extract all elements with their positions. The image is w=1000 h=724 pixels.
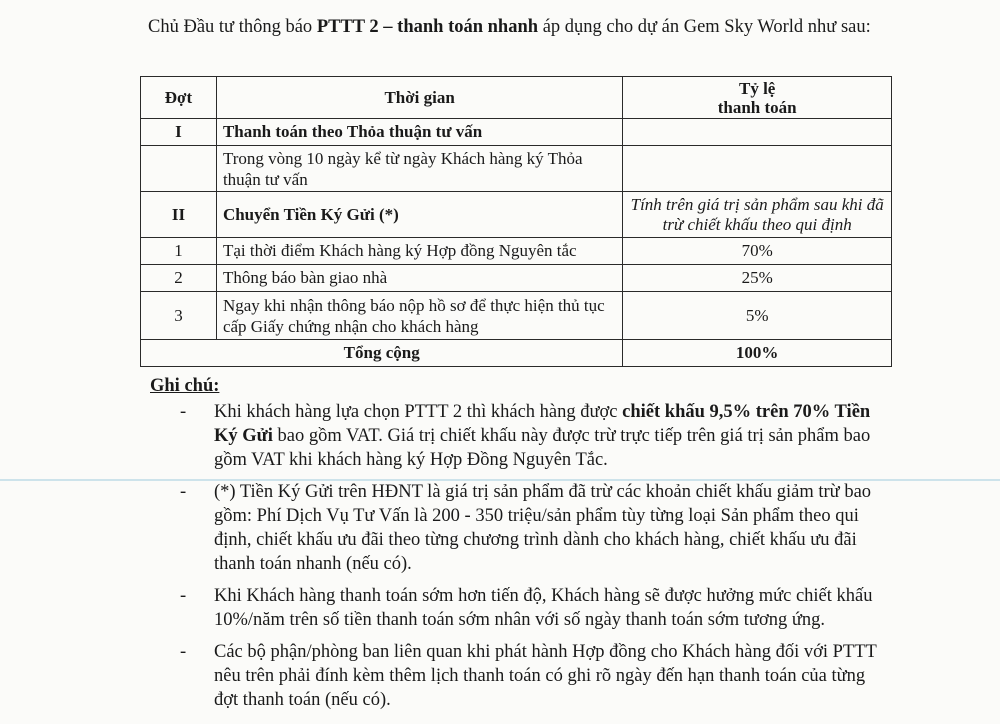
row-rate [623,146,892,192]
payment-schedule-table [140,76,892,367]
notes-list [150,400,890,720]
row-dot: 3 [141,292,217,340]
intro-bold: PTTT 2 – thanh toán nhanh [316,17,539,37]
table-total-row [141,340,892,367]
list-item [150,400,890,472]
intro-prefix: Chủ Đầu tư thông báo [148,17,317,37]
row-rate: Tính trên giá trị sản phẩm sau khi đã trừ chiết khấu theo qui định [623,192,892,238]
note1-text-c: bao gồm VAT. Giá trị chiết khấu này được trừ trực tiếp trên giá trị sản phẩm bao gồm VAT khi khách hàng ký Hợp Đồng Nguyên Tắc. [214,426,871,470]
row-rate: 5% [623,292,892,340]
notes-title: Ghi chú: [150,376,220,396]
row-time: Tại thời điểm Khách hàng ký Hợp đồng Nguyên tắc [216,238,622,265]
row-dot: 2 [141,265,217,292]
table-row [141,238,892,265]
total-label: Tổng cộng [141,340,623,367]
row-rate: 70% [623,238,892,265]
note1-text-bold: chiết khấu 9,5% trên 70% Tiền Ký Gửi [214,402,871,446]
table-header-row [141,77,892,119]
note-dash: - [180,482,187,502]
table-row [141,265,892,292]
header-rate [623,77,892,119]
intro-paragraph [148,14,888,40]
row-dot: II [141,192,217,238]
table-row [141,146,892,192]
note1-text-a: Khi khách hàng lựa chọn PTTT 2 thì khách hàng được [214,402,623,422]
row-time: Ngay khi nhận thông báo nộp hồ sơ để thực hiện thủ tục cấp Giấy chứng nhận cho khách hàng [216,292,622,340]
note3-text: Khi Khách hàng thanh toán sớm hơn tiến độ, Khách hàng sẽ được hưởng mức chiết khấu 10%/năm trên số tiền thanh toán sớm nhân với số ngày thanh toán sớm tương ứng. [214,586,873,630]
total-value: 100% [623,340,892,367]
row-rate: 25% [623,265,892,292]
row-dot: I [141,119,217,146]
intro-suffix: áp dụng cho dự án Gem Sky World như sau: [538,17,871,37]
note2-text: (*) Tiền Ký Gửi trên HĐNT là giá trị sản phẩm đã trừ các khoản chiết khấu giảm trừ bao gồm: Phí Dịch Vụ Tư Vấn là 200 - 350 triệu/sản phẩm tùy từng loại Sản phẩm theo qui định, chiết khấu ưu đãi theo từng chương trình dành cho khách hàng, chiết khấu ưu đãi thanh toán nhanh (nếu có). [214,482,872,574]
table-row [141,192,892,238]
header-rate-line1: Tỷ lệ [739,78,776,98]
list-item [150,480,890,576]
table-row [141,292,892,340]
header-dot: Đợt [141,77,217,119]
list-item [150,584,890,632]
header-rate-line2: thanh toán [717,97,797,117]
note-dash: - [180,642,187,662]
table-row [141,119,892,146]
row-rate [623,119,892,146]
note-dash: - [180,586,187,606]
row-dot [141,146,217,192]
row-time: Trong vòng 10 ngày kể từ ngày Khách hàng ký Thỏa thuận tư vấn [216,146,622,192]
row-time: Thông báo bàn giao nhà [216,265,622,292]
header-time: Thời gian [216,77,622,119]
row-dot: 1 [141,238,217,265]
note4-text: Các bộ phận/phòng ban liên quan khi phát hành Hợp đồng cho Khách hàng đối với PTTT nêu trên phải đính kèm thêm lịch thanh toán có ghi rõ ngày đến hạn thanh toán của từng đợt thanh toán (nếu có). [214,642,877,710]
list-item [150,640,890,712]
row-time: Thanh toán theo Thỏa thuận tư vấn [216,119,622,146]
note-dash: - [180,402,187,422]
row-time: Chuyển Tiền Ký Gửi (*) [216,192,622,238]
